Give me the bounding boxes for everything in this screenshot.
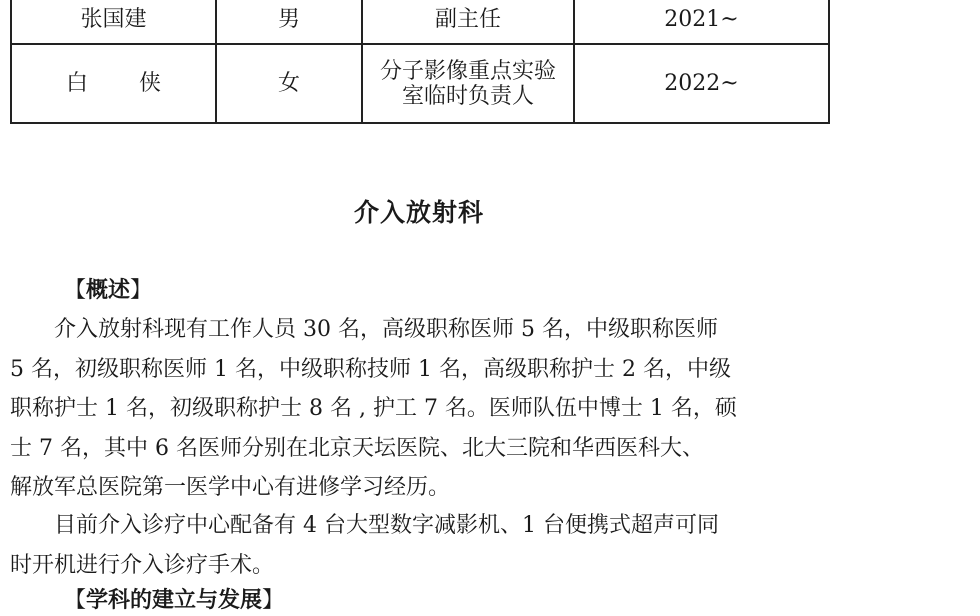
staff-name: 白 侠 <box>11 44 216 123</box>
bracket-open: 【 <box>64 278 87 303</box>
staff-gender: 男 <box>216 0 362 44</box>
bracket-close: 】 <box>262 588 285 613</box>
overview-heading-text: 概述 <box>86 278 131 303</box>
overview-paragraph <box>10 310 838 508</box>
paragraph-line: 解放军总医院第一医学中心有进修学习经历。 <box>10 475 451 500</box>
paragraph-line: 目前介入诊疗中心配备有 4 台大型数字减影机、1 台便携式超声可同 <box>54 513 719 538</box>
development-heading-text: 学科的建立与发展 <box>86 588 263 613</box>
paragraph-line: 5 名，初级职称医师 1 名，中级职称技师 1 名，高级职称护士 2 名，中级 <box>10 356 731 382</box>
table-row <box>11 0 829 44</box>
staff-gender: 女 <box>216 44 362 123</box>
staff-period: 2022~ <box>574 44 829 123</box>
staff-period: 2021~ <box>574 0 829 44</box>
staff-title-line: 室临时负责人 <box>401 83 534 109</box>
equipment-paragraph <box>10 506 838 585</box>
development-heading <box>64 586 284 616</box>
staff-title: 副主任 <box>362 0 574 44</box>
table-row <box>11 44 829 123</box>
bracket-close: 】 <box>130 278 153 303</box>
paragraph-line: 职称护士 1 名，初级职称护士 8 名 , 护工 7 名。医师队伍中博士 1 名，硕 <box>10 396 737 421</box>
staff-name: 张国建 <box>11 0 216 44</box>
paragraph-line: 士 7 名，其中 6 名医师分别在北京天坛医院、北大三院和华西医科大、 <box>10 435 704 461</box>
paragraph-line: 介入放射科现有工作人员 30 名，高级职称医师 5 名，中级职称医师 <box>54 317 718 342</box>
paragraph-line: 时开机进行介入诊疗手术。 <box>10 552 275 578</box>
staff-table <box>10 0 830 124</box>
overview-heading <box>64 276 152 306</box>
bracket-open: 【 <box>64 588 87 613</box>
section-title: 介入放射科 <box>353 198 484 227</box>
staff-title <box>362 44 574 123</box>
staff-title-line: 分子影像重点实验 <box>379 58 556 84</box>
